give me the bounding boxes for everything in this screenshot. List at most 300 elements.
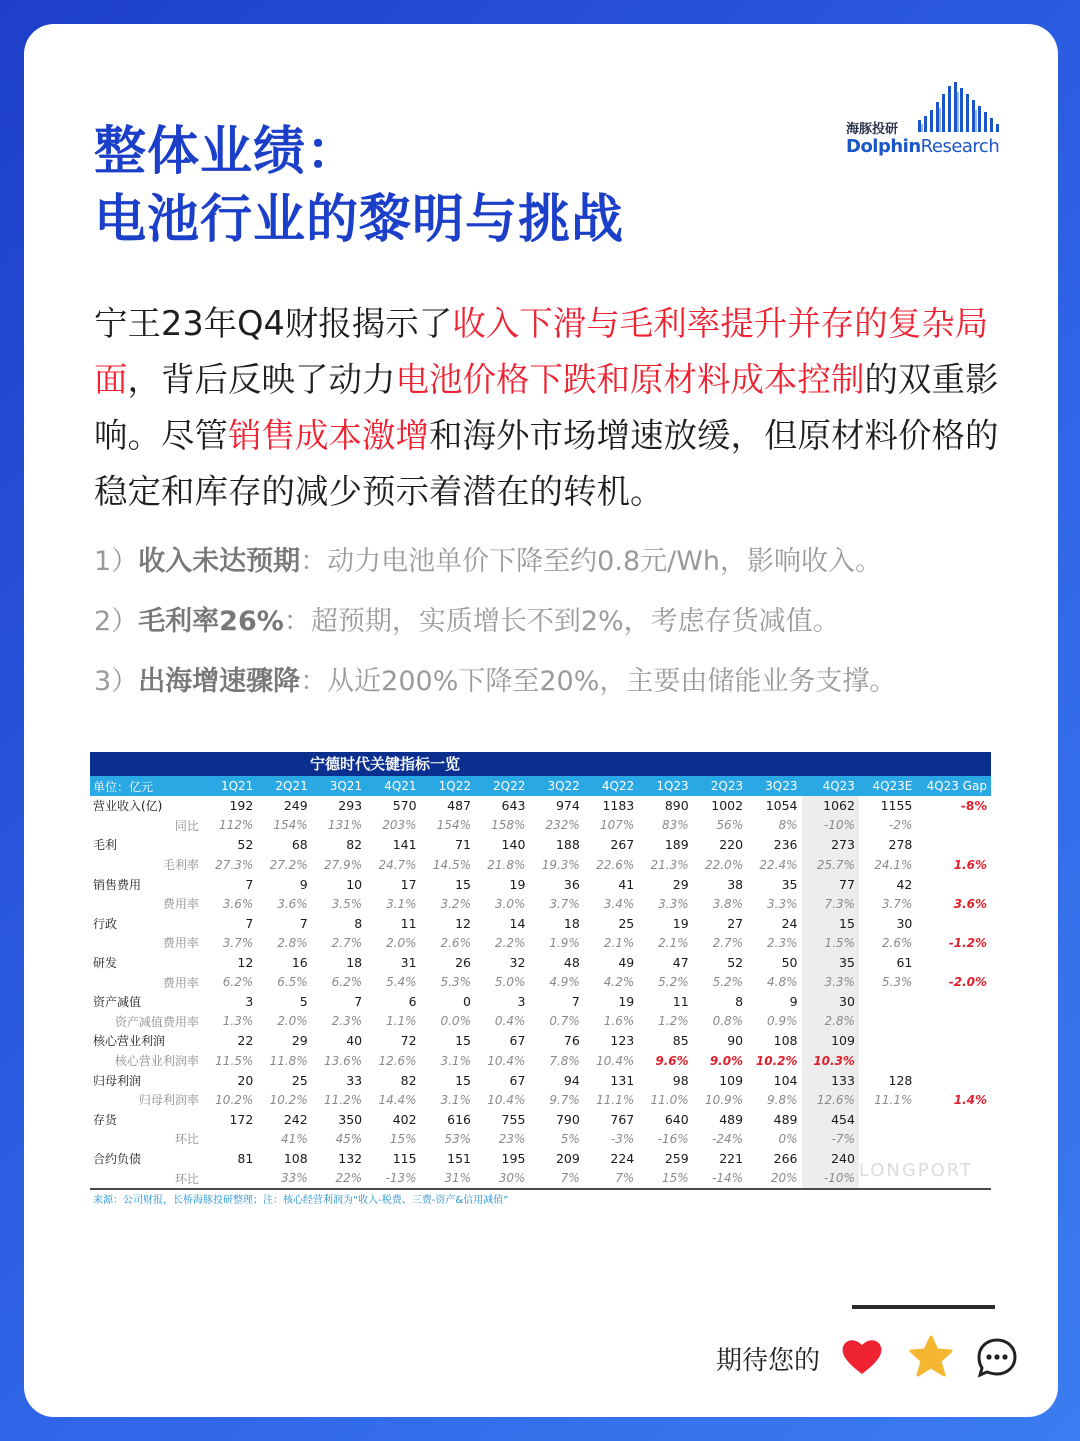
table-cell: 2.1% <box>603 935 635 950</box>
table-cell: 52 <box>237 837 254 853</box>
table-cell: 123 <box>610 1033 635 1049</box>
metrics-grid <box>90 776 991 1208</box>
table-cell: 3.6% <box>222 896 254 911</box>
table-cell: 5.2% <box>712 975 744 990</box>
table-cell <box>859 1051 916 1071</box>
table-cell: -10% <box>802 1168 859 1189</box>
star-icon[interactable] <box>908 1335 954 1379</box>
row-label: 费用率 <box>162 936 199 951</box>
table-cell: 10.2% <box>755 1053 798 1068</box>
table-cell: 11.2% <box>324 1092 363 1107</box>
table-cell: 22 <box>237 1033 254 1049</box>
table-cell: 232% <box>545 818 580 833</box>
table-cell: 90 <box>727 1033 744 1049</box>
para-text-2: ，背后反映了动力 <box>127 360 396 399</box>
table-cell: 2.0% <box>386 935 417 950</box>
table-cell: 236 <box>773 837 798 853</box>
table-cell: 5% <box>560 1131 580 1146</box>
table-cell: 98 <box>672 1072 689 1088</box>
table-cell: 15 <box>455 1072 471 1088</box>
table-cell: 47 <box>672 955 689 971</box>
table-row <box>90 1051 991 1071</box>
table-cell: 3.3% <box>658 896 689 911</box>
table-cell: 21.8% <box>487 857 526 872</box>
table-cell: 188 <box>555 837 580 853</box>
table-cell: 2.8% <box>802 1012 859 1032</box>
table-cell: -1.2% <box>948 935 987 950</box>
table-cell: 767 <box>610 1111 635 1127</box>
table-cell: 3.6% <box>953 896 987 911</box>
table-cell: 15 <box>455 1033 471 1049</box>
table-cell: 790 <box>555 1111 580 1127</box>
table-cell: 278 <box>888 837 913 853</box>
table-cell <box>859 992 916 1012</box>
table-row <box>90 835 991 855</box>
table-cell: 10.3% <box>802 1051 859 1071</box>
page-title <box>94 118 624 254</box>
table-cell: 7 <box>571 994 580 1010</box>
table-cell: -10% <box>802 816 859 836</box>
table-cell: 1183 <box>602 798 635 814</box>
table-cell: 31 <box>400 955 417 971</box>
table-cell: 489 <box>773 1111 798 1127</box>
table-cell: 10.2% <box>215 1092 254 1107</box>
table-cell <box>859 1129 916 1149</box>
table-cell: 3.1% <box>440 1053 471 1068</box>
table-column-header: 4Q23 <box>802 776 859 796</box>
table-cell: 8 <box>354 915 363 931</box>
table-cell: 20% <box>770 1171 798 1186</box>
table-cell: 12.6% <box>378 1053 417 1068</box>
table-cell: 30% <box>498 1171 526 1186</box>
table-column-header: 4Q21 <box>366 776 420 796</box>
table-cell: 3.7% <box>549 896 580 911</box>
row-label: 合约负债 <box>93 1151 142 1166</box>
table-title: 宁德时代关键指标一览 <box>90 752 991 776</box>
table-column-header: 4Q23 Gap <box>916 776 991 796</box>
table-cell: 81 <box>237 1150 254 1166</box>
table-cell: 221 <box>719 1150 744 1166</box>
table-column-header: 3Q23 <box>747 776 801 796</box>
table-cell: 0.9% <box>767 1014 798 1029</box>
row-label: 归母利润 <box>93 1073 142 1088</box>
table-cell: 25.7% <box>802 855 859 875</box>
table-row <box>90 796 991 816</box>
table-row <box>90 1149 991 1169</box>
table-cell: 3.4% <box>603 896 635 911</box>
table-cell: 1.5% <box>802 933 859 953</box>
table-cell: 454 <box>802 1110 859 1130</box>
table-cell: 192 <box>229 798 254 814</box>
table-row <box>90 855 991 875</box>
table-cell: 29 <box>672 876 689 892</box>
table-cell: 570 <box>392 798 417 814</box>
table-cell: 27.9% <box>324 857 363 872</box>
table-cell: 0% <box>778 1131 798 1146</box>
table-cell: 15 <box>802 914 859 934</box>
table-cell <box>916 1031 991 1051</box>
table-cell: 26 <box>455 955 471 971</box>
table-cell: 640 <box>664 1111 689 1127</box>
table-cell: 2.7% <box>331 935 363 950</box>
table-cell: 1002 <box>711 798 744 814</box>
table-cell: 9.0% <box>709 1053 744 1068</box>
para-text-1: 宁王23年Q4财报揭示了 <box>94 304 453 343</box>
table-column-header: 1Q21 <box>203 776 257 796</box>
table-cell: 112% <box>218 818 254 833</box>
table-cell: -7% <box>802 1129 859 1149</box>
table-cell: 151 <box>447 1150 471 1166</box>
table-cell: 1062 <box>802 796 859 816</box>
table-cell: 8 <box>735 994 744 1010</box>
table-cell: 68 <box>291 837 308 853</box>
table-cell: 224 <box>610 1150 635 1166</box>
table-cell: 0.0% <box>440 1014 471 1029</box>
table-cell: 266 <box>773 1150 798 1166</box>
table-cell: 15% <box>389 1131 417 1146</box>
row-label: 毛利率 <box>162 858 199 873</box>
table-cell: 29 <box>291 1033 308 1049</box>
table-column-header: 2Q21 <box>257 776 311 796</box>
table-cell: 14.5% <box>432 857 471 872</box>
table-cell: 25 <box>291 1072 308 1088</box>
table-cell: 50 <box>781 955 798 971</box>
table-cell: 273 <box>802 835 859 855</box>
table-cell: 109 <box>802 1031 859 1051</box>
table-cell: 131 <box>610 1072 635 1088</box>
table-cell <box>916 1051 991 1071</box>
row-label: 同比 <box>174 818 199 833</box>
title-line-2: 电池行业的黎明与挑战 <box>94 190 625 250</box>
table-cell: 267 <box>610 837 635 853</box>
table-cell: 3.3% <box>767 896 798 911</box>
table-cell: 31% <box>444 1171 471 1186</box>
table-cell: 10.9% <box>704 1092 744 1107</box>
table-cell: 249 <box>283 798 308 814</box>
table-row <box>90 1110 991 1130</box>
table-cell: 220 <box>719 837 744 853</box>
table-cell: 5 <box>299 994 308 1010</box>
table-cell: 15% <box>662 1171 689 1186</box>
table-column-header: 4Q23E <box>859 776 916 796</box>
table-cell: 5.4% <box>386 975 417 990</box>
table-cell: 133 <box>802 1070 859 1090</box>
table-cell: 83% <box>662 818 689 833</box>
table-cell <box>203 1168 257 1189</box>
table-cell: 19 <box>509 876 526 892</box>
table-cell: 107% <box>599 818 635 833</box>
table-cell: 1.6% <box>953 857 987 872</box>
table-cell: -13% <box>385 1171 417 1186</box>
table-cell: 22% <box>335 1171 363 1186</box>
table-cell: 20 <box>237 1072 254 1088</box>
table-column-header: 2Q22 <box>475 776 529 796</box>
table-cell <box>916 992 991 1012</box>
table-cell <box>859 1031 916 1051</box>
table-cell: 10.4% <box>487 1092 526 1107</box>
table-cell: 3.6% <box>277 896 308 911</box>
row-label: 费用率 <box>162 975 199 990</box>
table-column-header: 3Q22 <box>529 776 583 796</box>
table-cell: 24.7% <box>378 857 417 872</box>
table-cell: 240 <box>802 1149 859 1169</box>
table-cell: 19.3% <box>541 857 580 872</box>
table-cell: 131% <box>327 818 363 833</box>
table-cell: 2.0% <box>277 1014 308 1029</box>
dolphin-research-logo <box>846 82 1006 162</box>
table-cell: 242 <box>283 1111 308 1127</box>
table-cell: 402 <box>392 1111 417 1127</box>
table-cell: 16 <box>291 955 308 971</box>
table-cell: 12 <box>455 915 471 931</box>
table-cell: 1.6% <box>603 1014 635 1029</box>
table-cell: 22.4% <box>759 857 798 872</box>
table-cell <box>916 1070 991 1090</box>
table-cell: 108 <box>283 1150 308 1166</box>
table-cell: 350 <box>338 1111 363 1127</box>
table-cell: 8% <box>778 818 798 833</box>
table-cell: 0 <box>463 994 471 1010</box>
table-cell: 82 <box>346 837 363 853</box>
table-cell: 104 <box>773 1072 798 1088</box>
table-cell: 195 <box>501 1150 526 1166</box>
table-cell: 27.3% <box>215 857 254 872</box>
table-cell: 11.8% <box>269 1053 308 1068</box>
table-cell: 9 <box>789 994 798 1010</box>
table-cell: 11.1% <box>874 1092 913 1107</box>
point-text: ：超预期，实质增长不到2%，考虑存货减值。 <box>283 606 840 637</box>
table-cell: 36 <box>563 876 580 892</box>
table-cell: 33% <box>281 1171 308 1186</box>
table-cell: -24% <box>712 1131 744 1146</box>
table-cell: 3.8% <box>712 896 744 911</box>
table-cell: 6.5% <box>277 975 308 990</box>
table-cell: 4.2% <box>603 975 635 990</box>
table-cell: 22.6% <box>596 857 635 872</box>
table-header-row <box>90 776 991 796</box>
table-cell: 2.6% <box>440 935 471 950</box>
title-line-1: 整体业绩： <box>94 122 360 182</box>
table-column-header: 4Q22 <box>584 776 638 796</box>
table-cell: 9 <box>299 876 308 892</box>
table-cell: 41% <box>281 1131 308 1146</box>
table-cell: 172 <box>229 1111 254 1127</box>
table-cell: 616 <box>447 1111 471 1127</box>
row-label: 营业收入(亿) <box>93 799 163 814</box>
row-label: 环比 <box>174 1171 199 1186</box>
table-cell: 3 <box>245 994 254 1010</box>
table-cell: 4.8% <box>767 975 798 990</box>
table-cell: 27.2% <box>269 857 308 872</box>
table-cell: 85 <box>672 1033 689 1049</box>
heart-icon[interactable] <box>840 1336 884 1376</box>
point-number: 1） <box>94 546 139 577</box>
table-cell: 67 <box>509 1072 526 1088</box>
table-cell: 7 <box>245 915 254 931</box>
table-cell: 154% <box>273 818 308 833</box>
table-cell: 128 <box>888 1072 913 1088</box>
para-highlight-3: 销售成本激增 <box>228 416 429 455</box>
table-cell: 2.3% <box>331 1014 363 1029</box>
table-cell: 76 <box>563 1033 580 1049</box>
table-cell: 9.6% <box>655 1053 689 1068</box>
para-highlight-1: 收入下滑与毛利率提升并存的复杂局面 <box>94 304 989 399</box>
table-cell: 3.2% <box>440 896 471 911</box>
table-cell: 11.0% <box>650 1092 689 1107</box>
table-cell: 755 <box>501 1111 526 1127</box>
table-cell: 53% <box>444 1131 471 1146</box>
table-cell: 11 <box>400 915 417 931</box>
table-cell: 48 <box>563 955 580 971</box>
table-cell: 2.8% <box>277 935 308 950</box>
point-heading: 毛利率26% <box>138 606 284 637</box>
table-cell: 3.1% <box>440 1092 471 1107</box>
table-cell: 14 <box>509 915 526 931</box>
table-row <box>90 972 991 992</box>
logo-bars-icon <box>916 82 1000 132</box>
table-cell: 12.6% <box>802 1090 859 1110</box>
table-cell: 45% <box>335 1131 363 1146</box>
table-cell: 38 <box>727 876 744 892</box>
table-cell: 0.7% <box>549 1014 580 1029</box>
table-cell: 2.6% <box>881 935 913 950</box>
para-highlight-2: 电池价格下跌和原材料成本控制 <box>395 360 865 399</box>
table-cell <box>916 1129 991 1149</box>
point-text: ：动力电池单价下降至约0.8元/Wh，影响收入。 <box>300 546 883 577</box>
table-cell <box>916 914 991 934</box>
table-cell: 2.7% <box>712 935 744 950</box>
key-point <box>94 652 1034 712</box>
table-cell: 154% <box>436 818 471 833</box>
table-cell <box>916 1012 991 1032</box>
logo-en-dolphin: Dolphin <box>846 136 921 157</box>
table-cell <box>859 1012 916 1032</box>
comment-icon[interactable] <box>976 1337 1018 1379</box>
table-cell: 7 <box>354 994 363 1010</box>
table-cell: 3.7% <box>222 935 254 950</box>
table-cell: 10.4% <box>596 1053 635 1068</box>
table-cell: 189 <box>664 837 689 853</box>
table-cell: 132 <box>338 1150 363 1166</box>
table-cell: 30 <box>896 915 913 931</box>
table-row <box>90 894 991 914</box>
table-cell: 974 <box>555 798 580 814</box>
table-cell: 12 <box>237 955 254 971</box>
row-label: 费用率 <box>162 897 199 912</box>
table-cell: 259 <box>664 1150 689 1166</box>
table-cell: 3.1% <box>386 896 417 911</box>
table-cell: 24 <box>781 915 798 931</box>
table-cell: 23% <box>498 1131 526 1146</box>
table-column-header: 1Q22 <box>421 776 475 796</box>
table-cell: 203% <box>382 818 417 833</box>
table-cell <box>203 1129 257 1149</box>
table-cell: 6.2% <box>331 975 363 990</box>
table-unit-header: 单位：亿元 <box>90 776 203 796</box>
table-cell: 82 <box>400 1072 417 1088</box>
table-cell: 30 <box>802 992 859 1012</box>
table-cell: 11.5% <box>215 1053 254 1068</box>
table-cell: 7% <box>615 1171 635 1186</box>
table-cell <box>916 874 991 894</box>
table-cell: 487 <box>447 798 471 814</box>
table-cell: 3.0% <box>494 896 526 911</box>
table-row <box>90 1129 991 1149</box>
table-row <box>90 1168 991 1189</box>
table-cell: 10.2% <box>269 1092 308 1107</box>
table-cell <box>916 1110 991 1130</box>
key-points-list <box>94 532 1034 712</box>
table-row <box>90 874 991 894</box>
table-source-note: 来源：公司财报，长桥海豚投研整理；注：核心经营利润为“收入-税费、三费-资产&信用减值” <box>90 1189 991 1208</box>
table-cell: 0.8% <box>712 1014 744 1029</box>
table-cell: 3.7% <box>881 896 913 911</box>
summary-paragraph <box>94 296 1004 520</box>
row-label: 研发 <box>93 956 118 971</box>
row-label: 行政 <box>93 916 118 931</box>
table-cell: 5.2% <box>658 975 689 990</box>
table-cell: 115 <box>392 1150 417 1166</box>
table-cell: 35 <box>781 876 798 892</box>
table-cell: 158% <box>491 818 526 833</box>
table-cell: 10 <box>346 876 363 892</box>
table-cell: 15 <box>455 876 471 892</box>
table-cell: 52 <box>727 955 744 971</box>
key-point <box>94 592 1034 652</box>
key-point <box>94 532 1034 592</box>
table-row <box>90 953 991 973</box>
table-cell <box>916 953 991 973</box>
table-row <box>90 992 991 1012</box>
table-row <box>90 1090 991 1110</box>
table-cell: 0.4% <box>494 1014 526 1029</box>
table-row <box>90 1031 991 1051</box>
table-cell: 7.8% <box>549 1053 580 1068</box>
table-cell: -8% <box>960 798 987 814</box>
table-cell: 5.3% <box>440 975 471 990</box>
table-cell: 77 <box>802 874 859 894</box>
table-cell: 141 <box>392 837 417 853</box>
table-cell: 32 <box>509 955 526 971</box>
bottom-divider <box>852 1305 995 1309</box>
table-cell: 18 <box>563 915 580 931</box>
row-label: 核心营业利润率 <box>114 1054 199 1069</box>
table-cell: 18 <box>346 955 363 971</box>
row-label: 资产减值费用率 <box>114 1014 199 1029</box>
point-heading: 出海增速骤降 <box>138 666 301 697</box>
table-cell: 209 <box>555 1150 580 1166</box>
table-cell: 140 <box>501 837 526 853</box>
table-cell: 24.1% <box>874 857 913 872</box>
table-cell: 25 <box>618 915 635 931</box>
table-column-header: 3Q21 <box>312 776 366 796</box>
table-cell: 33 <box>346 1072 363 1088</box>
table-cell: 22.0% <box>704 857 744 872</box>
table-row <box>90 1070 991 1090</box>
table-cell: 49 <box>618 955 635 971</box>
table-cell: 1054 <box>765 798 798 814</box>
row-label: 存货 <box>93 1112 118 1127</box>
table-row <box>90 1012 991 1032</box>
table-cell: 108 <box>773 1033 798 1049</box>
table-cell <box>916 835 991 855</box>
table-cell: 5.0% <box>494 975 526 990</box>
table-cell: 71 <box>455 837 471 853</box>
table-cell <box>859 1110 916 1130</box>
table-cell: 13.6% <box>324 1053 363 1068</box>
row-label: 归母利润率 <box>138 1093 199 1108</box>
row-label: 毛利 <box>93 838 118 853</box>
